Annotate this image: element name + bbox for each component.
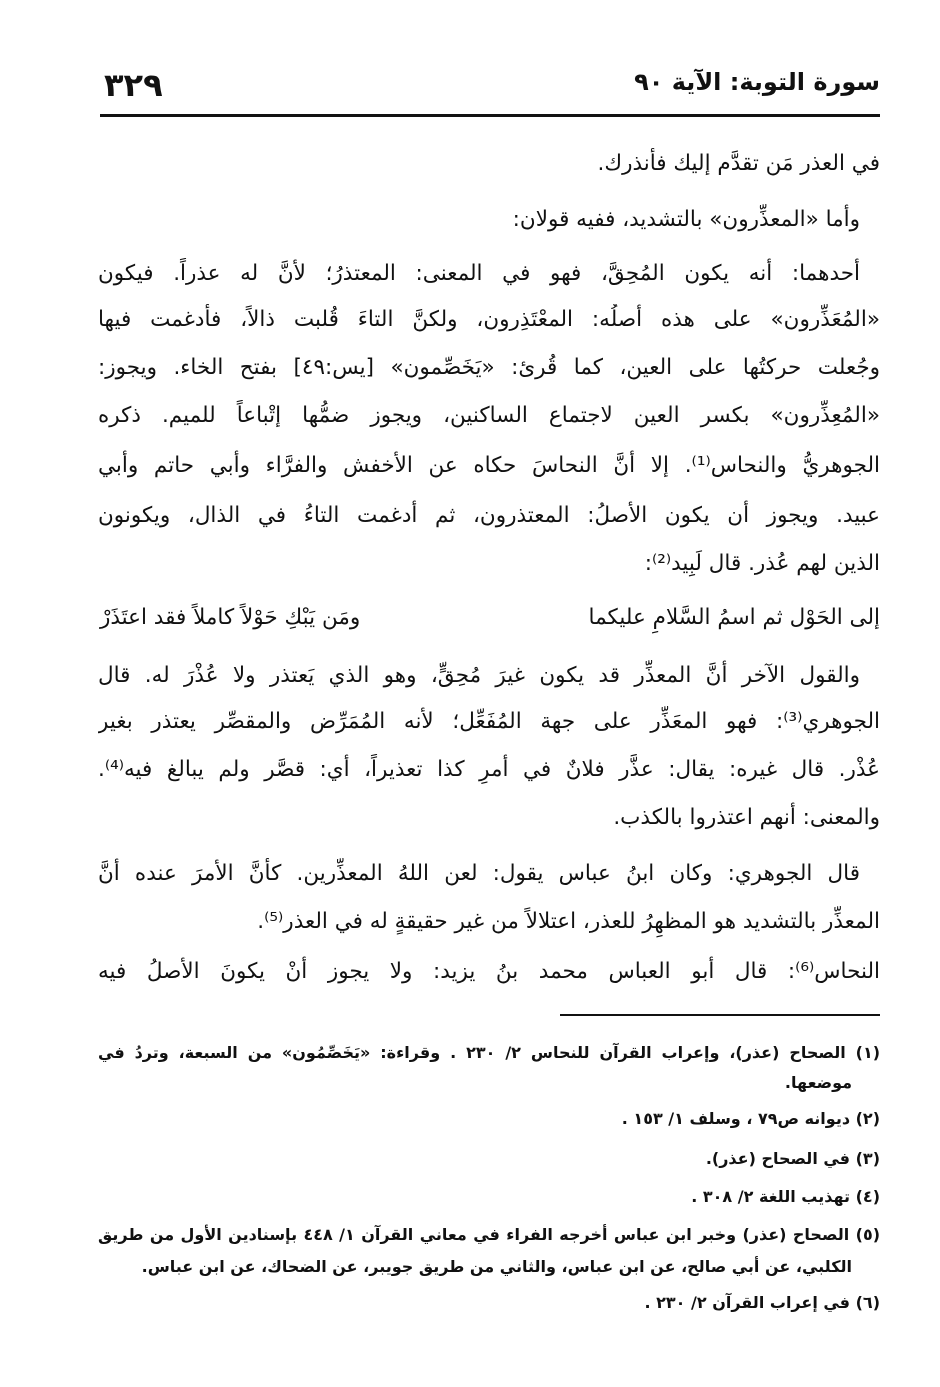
poem-first-hemistich: إلى الحَوْل ثم اسمُ السَّلامِ عليكما [588, 605, 880, 630]
running-title: سورة التوبة: الآية ٩٠ [634, 68, 880, 96]
poem-second-hemistich: ومَن يَبْكِ حَوْلاً كاملاً فقد اعتَذَرْ [100, 605, 361, 630]
body-line: وجُعلت حركتُها على العين، كما قُرئ: «يَخَصِّمون» [يس:٤٩] بفتح الخاء. ويجوز: [98, 355, 880, 380]
body-line: الذين لهم عُذر. قال لَبِيد⁽²⁾: [644, 551, 880, 576]
body-line: والقول الآخر أنَّ المعذِّر قد يكون غيرَ مُحِقٍّ، وهو الذي يَعتذر ولا عُذْرَ له. قال [98, 663, 860, 688]
body-line: وأما «المعذِّرون» بالتشديد، ففيه قولان: [512, 207, 860, 232]
body-line: «المُعِذِّرون» بكسر العين لاجتماع الساكنين، ويجوز ضمُّها إتْباعاً للميم. ذكره [98, 403, 880, 428]
footnote: (٥) الصحاح (عذر) وخبر ابن عباس أخرجه الفراء في معاني القرآن ١/ ٤٤٨ بإسنادين الأول من طريق [98, 1225, 880, 1244]
body-line: المعذِّر بالتشديد هو المظهِرُ للعذر، اعتلالاً من غير حقيقةٍ له في العذر⁽⁵⁾. [257, 909, 880, 934]
footnote: الكلبي، عن أبي صالح، عن ابن عباس، والثاني من طريق جويبر، عن الضحاك، عن ابن عباس. [141, 1257, 852, 1276]
header-rule [100, 114, 880, 117]
footnote: (١) الصحاح (عذر)، وإعراب القرآن للنحاس ٢/ ٢٣٠ . وقراءة: «يَخَصِّمُون» من السبعة، وتردُ في [98, 1043, 880, 1062]
body-line: الجوهري⁽³⁾: فهو المعَذِّر على جهة المُفَعِّل؛ لأنه المُمَرِّض والمقصِّر يعتذر بغير [98, 709, 880, 734]
body-line: في العذر مَن تقدَّم إليك فأنذرك. [597, 151, 880, 176]
footnote: (٢) ديوانه ص٧٩ ، وسلف ١/ ١٥٣ . [621, 1109, 880, 1128]
body-line: الجوهريُّ والنحاس⁽¹⁾. إلا أنَّ النحاسَ حكاه عن الأخفش والفرَّاء وأبي حاتم وأبي [98, 453, 880, 478]
page-number: ٣٢٩ [104, 66, 163, 104]
body-line: والمعنى: أنهم اعتذروا بالكذب. [613, 805, 880, 830]
footnote-rule [560, 1014, 880, 1016]
footnote: (٤) تهذيب اللغة ٢/ ٣٠٨ . [691, 1187, 880, 1206]
footnote: موضعها. [784, 1073, 852, 1092]
body-line: عُذْر. قال غيره: يقال: عذَّر فلانٌ في أمرِ كذا تعذيراً، أي: قصَّر ولم يبالغ فيه⁽⁴⁾. [98, 757, 880, 782]
body-line: أحدهما: أنه يكون المُحِقَّ، فهو في المعنى: المعتذرُ؛ لأنَّ له عذراً. فيكون [98, 261, 860, 286]
page-header [100, 62, 880, 114]
body-line: عبيد. ويجوز أن يكون الأصلُ: المعتذرون، ثم أُدغمت التاءُ في الذال، ويكونون [98, 503, 880, 528]
body-line: قال الجوهري: وكان ابنُ عباس يقول: لعن اللهُ المعذِّرين. كأنَّ الأمرَ عنده أنَّ [98, 861, 860, 886]
footnote: (٣) في الصحاح (عذر). [705, 1149, 880, 1168]
body-line: «المُعَذِّرون» على هذه أصلُه: المعْتَذِرون، ولكنَّ التاءَ قُلبت ذالاً، فأُدغمت فيها [98, 307, 880, 332]
body-line: النحاس⁽⁶⁾: قال أبو العباس محمد بنُ يزيد: ولا يجوز أنْ يكونَ الأصلُ فيه [98, 959, 880, 984]
footnote: (٦) في إعراب القرآن ٢/ ٢٣٠ . [644, 1293, 880, 1312]
